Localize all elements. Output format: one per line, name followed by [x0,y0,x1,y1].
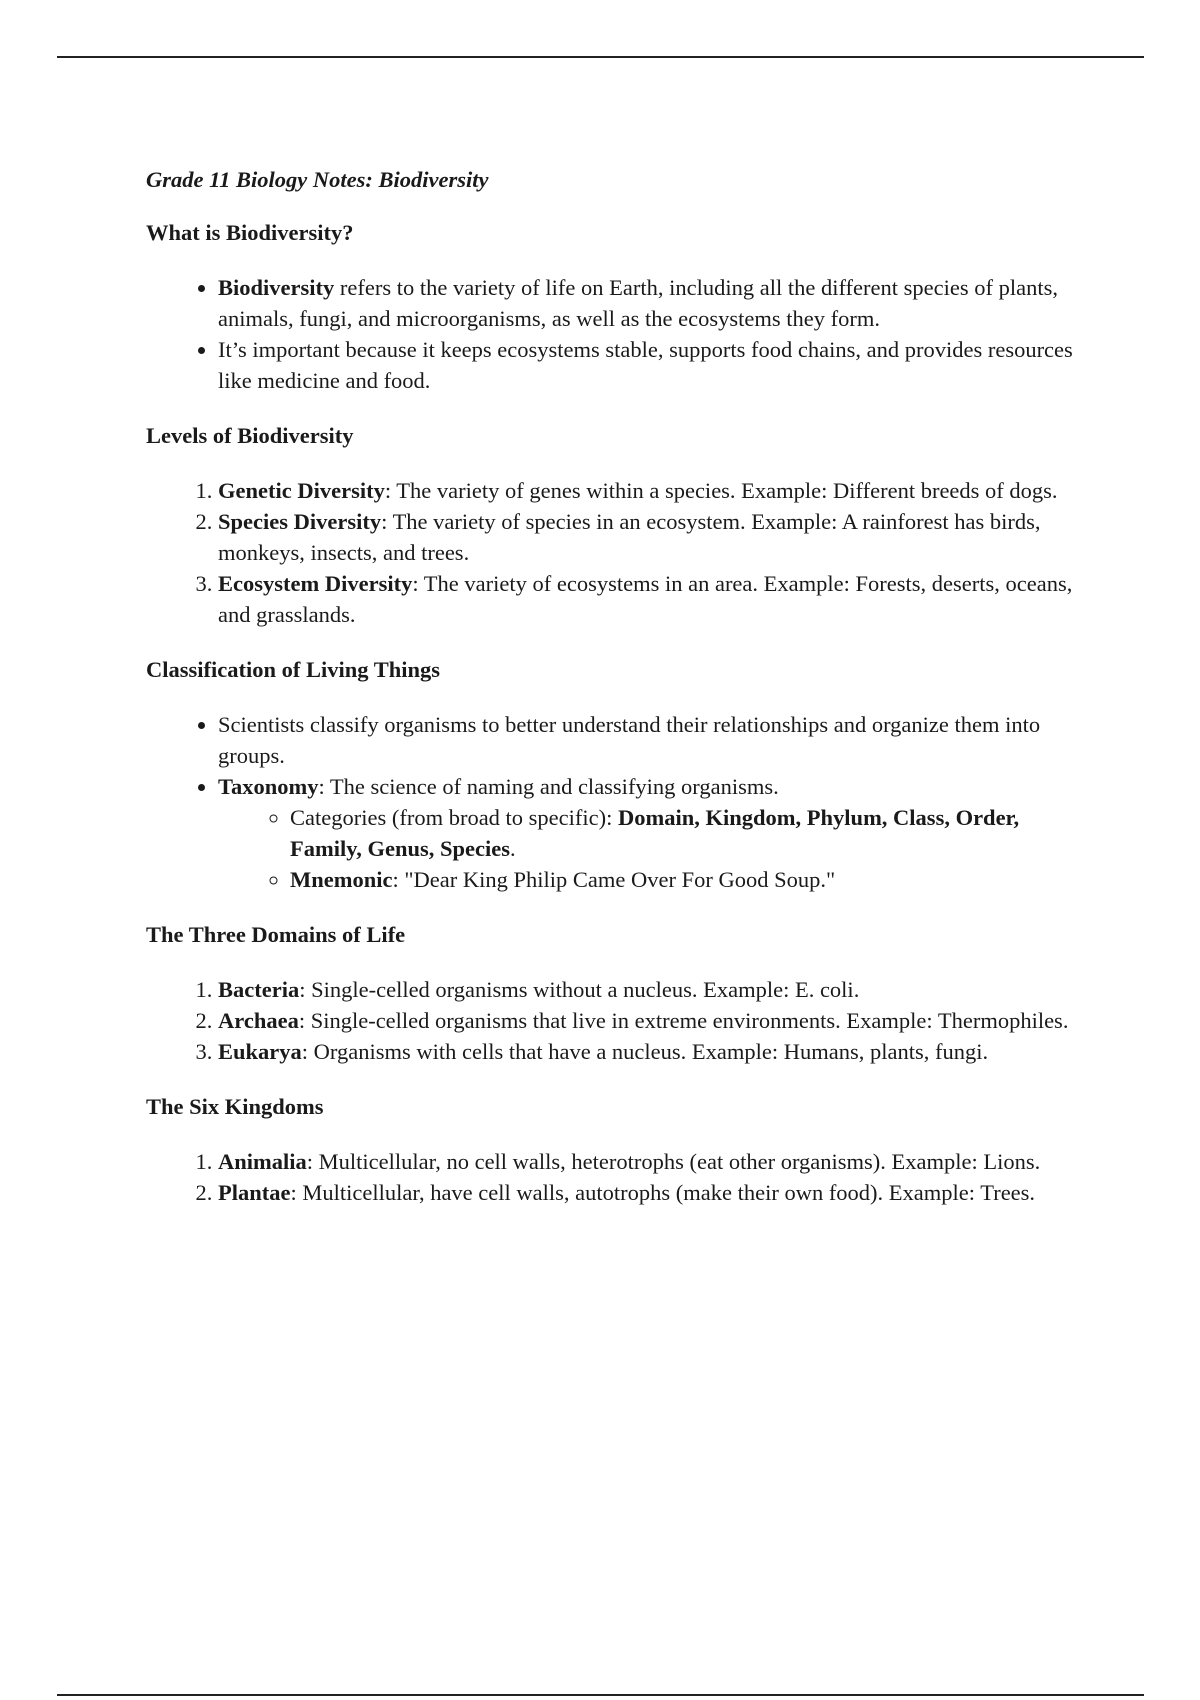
section-heading-what-is-biodiversity: What is Biodiversity? [146,220,354,245]
levels-list [146,475,1086,630]
definition: : The variety of species in an ecosystem. Example: A rainforest has birds, monkeys, insects, and trees. [218,509,1041,565]
list-item [218,334,1086,396]
definition: : The variety of ecosystems in an area. Example: Forests, deserts, oceans, and grasslands. [218,571,1073,627]
term: Archaea [218,1008,299,1033]
taxonomy-sublist [218,802,1086,895]
list-item [218,272,1086,334]
term: Eukarya [218,1039,302,1064]
list-item [218,1177,1086,1208]
punctuation: . [510,836,516,861]
definition: : Single-celled organisms that live in extreme environments. Example: Thermophiles. [298,1008,1069,1033]
kingdoms-list [146,1146,1086,1208]
definition: : Organisms with cells that have a nucleus. Example: Humans, plants, fungi. [301,1039,989,1064]
list-item [218,1146,1086,1177]
list-item [218,709,1086,771]
definition: : Multicellular, no cell walls, heterotrophs (eat other organisms). Example: Lions. [306,1149,1041,1174]
section-heading-levels: Levels of Biodiversity [146,423,354,448]
term: Taxonomy [218,774,319,799]
term: Bacteria [218,977,300,1002]
section-heading-kingdoms: The Six Kingdoms [146,1094,324,1119]
term: Ecosystem Diversity [218,571,413,596]
term: Biodiversity [218,275,335,300]
list-item [290,864,1086,895]
list-item [218,568,1086,630]
list-item [290,802,1086,864]
list-item [218,1005,1086,1036]
term: Mnemonic [290,867,393,892]
term: Plantae [218,1180,291,1205]
list-item [218,771,1086,895]
document-title: Grade 11 Biology Notes: Biodiversity [146,167,489,192]
definition: Categories (from broad to specific): [290,805,619,830]
term: Animalia [218,1149,307,1174]
definition: : The variety of genes within a species. Example: Different breeds of dogs. [384,478,1058,503]
definition: : Multicellular, have cell walls, autotrophs (make their own food). Example: Trees. [290,1180,1036,1205]
list-item [218,974,1086,1005]
classification-list [146,709,1086,895]
definition: refers to the variety of life on Earth, including all the different species of plants, animals, fungi, and microorganisms, as well as the ecosystems they form. [218,275,1058,331]
what-is-biodiversity-list [146,272,1086,396]
term: Domain, Kingdom, Phylum, Class, Order, Family, Genus, Species [290,805,1020,861]
definition: Scientists classify organisms to better understand their relationships and organize them into groups. [218,712,1041,768]
document-body [146,164,1086,1232]
definition: : The science of naming and classifying organisms. [318,774,779,799]
footer-rule [57,1694,1144,1696]
section-heading-classification: Classification of Living Things [146,657,441,682]
definition: : "Dear King Philip Came Over For Good Soup." [392,867,836,892]
term: Genetic Diversity [218,478,385,503]
domains-list [146,974,1086,1067]
header-rule [57,56,1144,58]
definition: It’s important because it keeps ecosystems stable, supports food chains, and provides resources like medicine and food. [218,337,1073,393]
list-item [218,506,1086,568]
list-item [218,1036,1086,1067]
term: Species Diversity [218,509,382,534]
section-heading-domains: The Three Domains of Life [146,922,406,947]
list-item [218,475,1086,506]
definition: : Single-celled organisms without a nucleus. Example: E. coli. [299,977,860,1002]
